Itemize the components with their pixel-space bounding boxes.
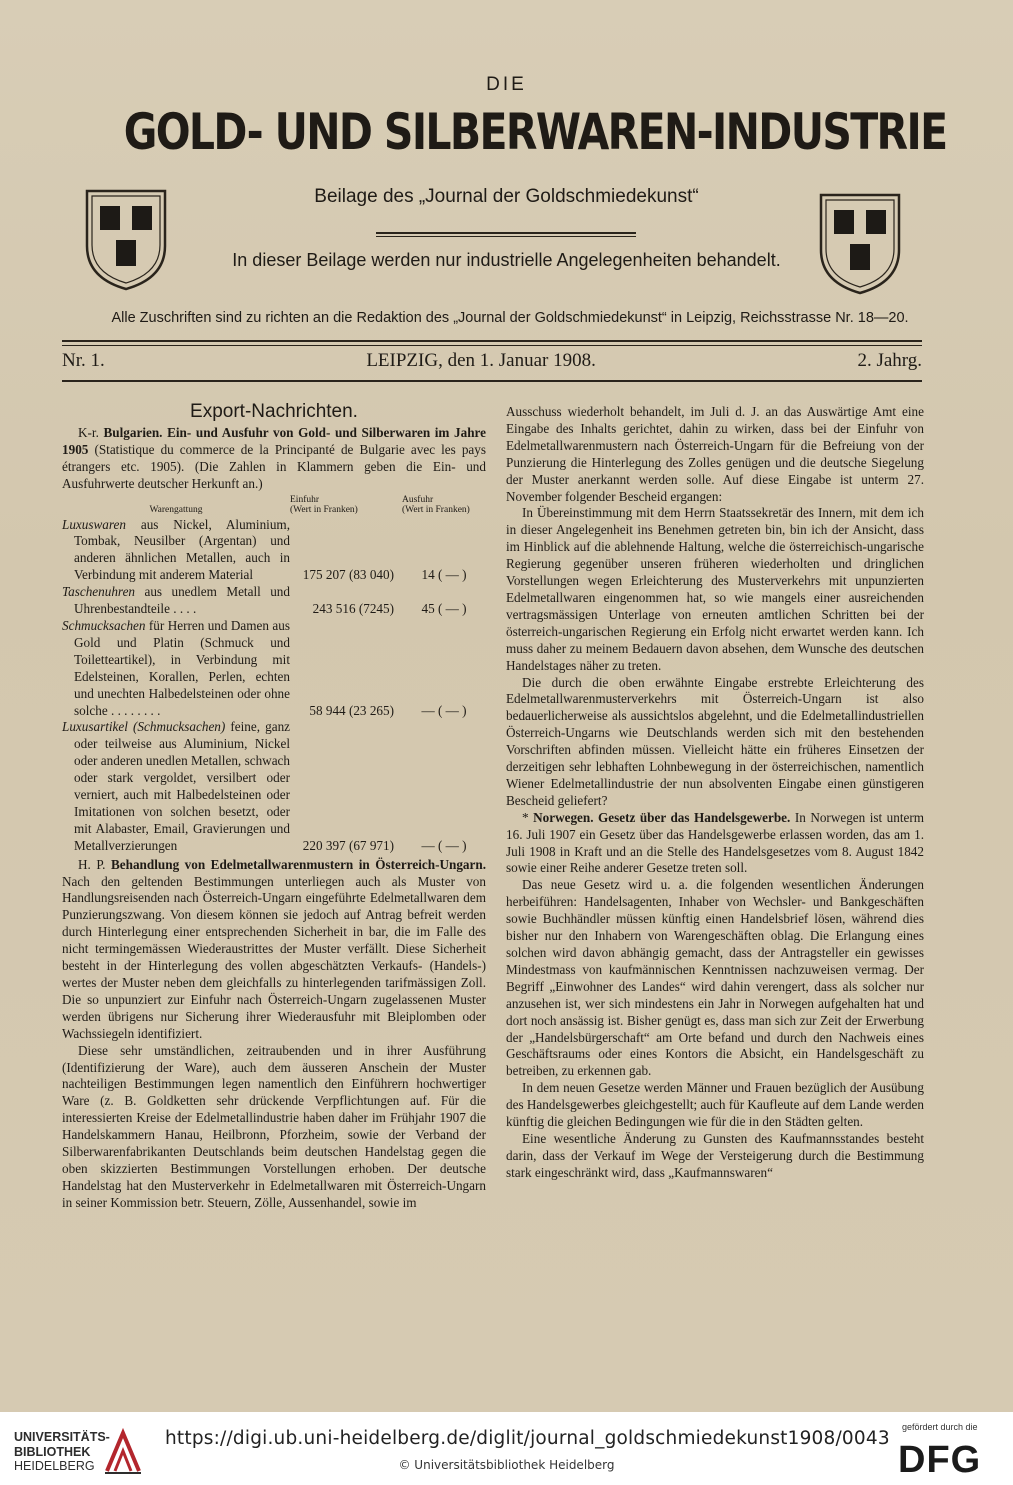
column-header-goods: Warengattung bbox=[149, 504, 203, 515]
masthead-die: DIE bbox=[486, 74, 527, 95]
table-row bbox=[62, 719, 486, 854]
column-header-import: Einfuhr (Wert in Franken) bbox=[290, 494, 358, 515]
export-statistics-table bbox=[62, 495, 486, 855]
header-rule-top bbox=[62, 340, 922, 342]
masthead-subtitle: Beilage des „Journal der Goldschmiedekunst“ bbox=[314, 186, 699, 207]
austria-title: Behandlung von Edelmetallwarenmustern in Österreich-Ungarn. bbox=[110, 856, 486, 872]
masthead-divider bbox=[376, 232, 636, 237]
table-row bbox=[62, 517, 486, 585]
export-value: 14 ( — ) bbox=[421, 567, 467, 583]
export-value: — ( — ) bbox=[421, 837, 467, 853]
right-column bbox=[506, 404, 924, 1182]
left-column bbox=[62, 401, 487, 1212]
table-row bbox=[62, 584, 486, 618]
export-value: — ( — ) bbox=[421, 702, 467, 718]
goods-description: Luxuswaren aus Nickel, Aluminium, Tombak, Neusilber (Argentan) und anderen ähnlichen Metallen, auch in Verbindung mit anderem Material bbox=[62, 516, 290, 583]
paragraph: In dem neuen Gesetze werden Männer und Frauen bezüglich der Ausübung des Handelsgewerbes gleichgestellt; auch für Kaufleute auf dem Lande werden künftig die gleichen Bedingungen wie für die in den Städten gelten. bbox=[506, 1080, 924, 1130]
goods-description: Schmucksachen für Herren und Damen aus Gold und Platin (Schmuck und Toiletteartikel), in Verbindung mit Edelsteinen, Korallen, Perlen, echten und unechten Halbedelsteinen oder ohne solche . . . . . . . . bbox=[62, 617, 290, 718]
header-rule-top-thin bbox=[62, 345, 922, 346]
norway-abbr: * bbox=[522, 809, 529, 825]
paragraph: Das neue Gesetz wird u. a. die folgenden wesentlichen Änderungen herbeiführen: Handelsagenten, Inhaber von Wechsler- und Bankgeschäften sowie Buchhändler müssen künftig einen Handelsbrief lösen, während dies bisher nur den Inhabern von Warengeschäften oblag. Die Erlangung eines solchen wird davon abhängig gemacht, dass der Antragsteller ein gewisses Mindestmass von kaufmännischen Kenntnissen nachzuweisen vermag. Der Begriff „Einwohner des Landes“ wird dahin verengert, dass als solcher nur anzusehen ist, wer sich mindestens ein Jahr in Norwegen aufgehalten hat und dort noch ansässig ist. Bisher genügt es, dass man sich zur Zeit der Erwerbung der „Handelsbürgerschaft“ am Orte befand und durch den Nachweis eines Geschäftsraums oder eines Kontors die Absicht, ein Handelsgeschäft zu betreiben, zu erkennen gab. bbox=[506, 877, 924, 1079]
austria-abbr: H. P. bbox=[78, 856, 106, 872]
column-header-export: Ausfuhr (Wert in Franken) bbox=[402, 494, 470, 515]
issue-place-date: LEIPZIG, den 1. Januar 1908. bbox=[366, 350, 596, 371]
header-rule-bottom bbox=[62, 380, 922, 382]
paragraph: Eine wesentliche Änderung zu Gunsten des Kaufmannsstandes besteht darin, dass der Verkauf im Wege der Versteigerung durch die Bestimmung stark eingeschränkt wird, dass „Kaufmannswaren“ bbox=[506, 1130, 924, 1180]
section-title: Export-Nachrichten. bbox=[190, 401, 358, 422]
goods-description: Luxusartikel (Schmucksachen) feine, ganz oder teilweise aus Aluminium, Nickel oder anderen unedlen Metallen, schwach oder stark vergoldet, versilbert oder verniert, auch mit Halbedelsteinen oder Imitationen von solchen besetzt, oder mit Alabaster, Email, Gravierungen und Metallverzierungen bbox=[62, 719, 291, 853]
dfg-logo: DFG bbox=[898, 1439, 982, 1481]
table-row bbox=[62, 618, 486, 719]
masthead-notice: In dieser Beilage werden nur industrielle Angelegenheiten behandelt. bbox=[232, 250, 781, 270]
issue-line bbox=[62, 350, 922, 378]
masthead-title: GOLD- UND SILBERWAREN-INDUSTRIE bbox=[123, 103, 947, 161]
bulgaria-title: Bulgarien. Ein- und Ausfuhr von Gold- und Silberwaren im Jahre 1905 bbox=[62, 424, 487, 457]
import-value: 175 207 (83 040) bbox=[302, 567, 394, 583]
paragraph: Diese sehr umständlichen, zeitraubenden und in ihrer Ausführung (Identifizierung der Ware), auch dem äusseren Anschein der Muster nachteiligen Bestimmungen legen namentlich den Einführern hochwertiger Ware (z. B. Goldketten sehr drückende Verpflichtungen auf. Für die interessierten Kreise der Edelmetallindustrie haben daher im Frühjahr 1907 die Handelskammern Hanau, Heilbronn, Pforzheim, sowie der Verband der Silberwarenfabrikanten Deutschlands beim deutschen Handelstag gegen die oben skizzierten Bestimmungen Vorstellungen erhoben. Der deutsche Handelstag hat den Musterverkehr in Edelmetallwaren mit Österreich-Ungarn in seiner Kommission betr. Steuern, Zölle, Aussenhandel, sowie im bbox=[62, 1042, 486, 1210]
issue-number: Nr. 1. bbox=[62, 350, 105, 371]
dfg-caption: gefördert durch die bbox=[902, 1422, 978, 1432]
import-value: 220 397 (67 971) bbox=[302, 837, 394, 853]
permalink-url[interactable]: https://digi.ub.uni-heidelberg.de/diglit/journal_goldschmiedekunst1908/0043 bbox=[165, 1428, 890, 1449]
export-value: 45 ( — ) bbox=[421, 601, 467, 617]
paragraph: Die durch die oben erwähnte Eingabe erstrebte Erleichterung des Edelmetallwarenmusterverkehrs mit Österreich-Ungarn ist also bedauerlicherweise als aussichtslos abgelehnt, und die Edelmetallindustriellen Österreich-Ungarns wie Deutschlands werden sich mit den bestehenden Vorschriften abfinden müssen. Vielleicht hätte ein früheres Einsetzen der derzeitigen sehr lebhaften Lohnbewegung in der österreichischen, namentlich Wiener Edelmetallindustrie der nun absolventen Eingabe einen günstigeren Bescheid geliefert? bbox=[506, 674, 924, 808]
austria-text: Nach den geltenden Bestimmungen unterliegen auch als Muster von Handlungsreisenden nach Österreich-Ungarn eingeführte Edelmetallwaren dem Punzierungszwang. Von diesem können sie jedoch auf Antrag befreit werden durch Hinterlegung einer entsprechenden Sicherheit in bar, die im Falle des nicht termingemässen Wiederaustrittes der Muster verfällt. Diese Sicherheit besteht in der Hinterlegung des vollen abgeschätzten Verkaufs- (Handels-) wertes der Muster neben dem gleichfalls zu hinterlegenden tarifmässigen Zoll. Die so unpunziert zur Einfuhr nach Österreich-Ungarn zugelassenen Muster werden übrigens nur Sicherung ihrer Wiederausfuhr mit Bleiplomben oder Wachssiegeln identifiziert. bbox=[62, 873, 486, 1041]
library-logo-text: UNIVERSITÄTS- BIBLIOTHEK HEIDELBERG bbox=[14, 1430, 110, 1473]
norway-text: In Norwegen ist unterm 16. Juli 1907 ein Gesetz über das Handelsgewerbe erlassen worden, das am 1. Juli 1908 in Kraft und an die Stelle des Handelsgesetzes vom 8. August 1842 sowie einer Reihe anderer Gesetze treten soll. bbox=[506, 809, 925, 876]
copyright-notice: © Universitätsbibliothek Heidelberg bbox=[398, 1458, 615, 1472]
bulgaria-text: (Statistique du commerce de la Principanté de Bulgarie avec les pays étrangers etc. 1905). (Die Zahlen in Klammern geben die Ein- und Ausfuhrwerte deutscher Herkunft an.) bbox=[62, 441, 487, 491]
official-reply-paragraph: In Übereinstimmung mit dem Herrn Staatssekretär des Innern, mit dem ich in dieser Angelegenheit ins Benehmen getreten bin, bin ich der Ansicht, dass im Hinblick auf die ablehnende Haltung, welche die österreichisch-ungarische Regierung gegenüber unseren früheren wiederholten und dringlichen Vorstellungen wegen Erleichterung des Musterverkehrs mit unpunzierten Edelmetallwaren eingenommen hat, so wie mangels einer ausreichenden vertragsmässigen Unterlage von erneuten amtlichen Schritten bei der österreich-ungarischen Regierung ein Erfolg nicht erwartet werden kann. Ich muss daher zu meinem Bedauern davon absehen, dem Wunsche des deutschen Handelstages näher zu treten. bbox=[506, 505, 924, 673]
library-footer bbox=[0, 1412, 1013, 1485]
import-value: 243 516 (7245) bbox=[312, 601, 394, 617]
masthead-address: Alle Zuschriften sind zu richten an die Redaktion des „Journal der Goldschmiedekunst“ in Leipzig, Reichsstrasse Nr. 18—20. bbox=[111, 310, 909, 326]
bulgaria-paragraph bbox=[62, 425, 486, 493]
issue-year: 2. Jahrg. bbox=[857, 350, 922, 371]
goods-description: Taschenuhren aus unedlem Metall und Uhrenbestandteile . . . . bbox=[62, 584, 290, 617]
norway-title: Norwegen. Gesetz über das Handelsgewerbe. bbox=[533, 809, 791, 825]
table-header-row bbox=[62, 495, 486, 517]
norway-paragraph bbox=[506, 810, 924, 878]
bulgaria-abbr: K-r. bbox=[78, 424, 99, 440]
austria-paragraph bbox=[62, 857, 486, 1043]
import-value: 58 944 (23 265) bbox=[309, 702, 394, 718]
paragraph: Ausschuss wiederholt behandelt, im Juli d. J. an das Auswärtige Amt eine Eingabe des Inhalts gerichtet, dahin zu wirken, dass bei der Einfuhr von Edelmetallwarenmustern nach Österreich-Ungarn für die Befreiung von der Punzierung die Hinterlegung des Zolles genügen und die deutsche Siegelung der Muster anerkannt werden solle. Auf diese Eingabe ist unterm 27. November folgender Bescheid ergangen: bbox=[506, 404, 924, 504]
